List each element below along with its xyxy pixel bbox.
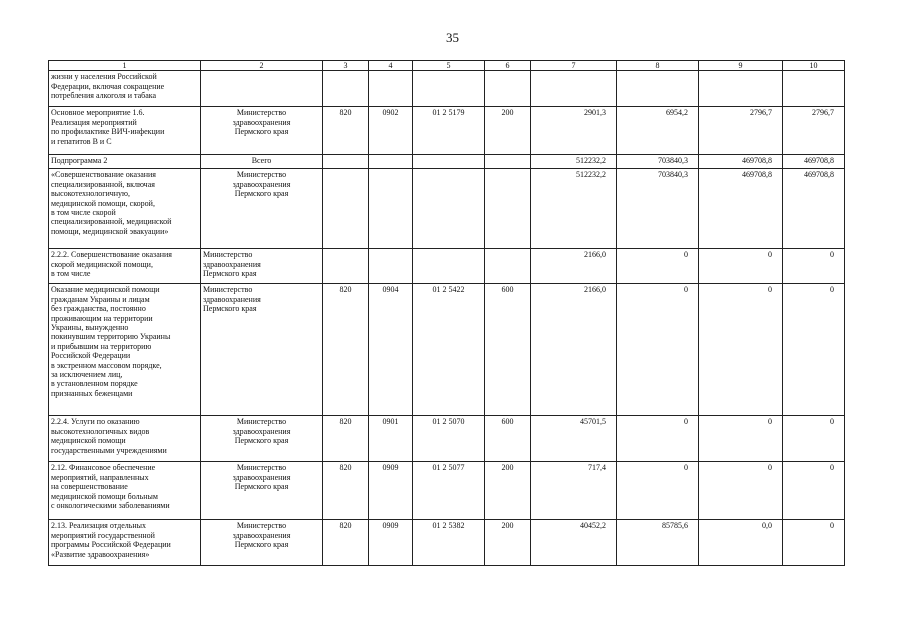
amount-cell: 0	[617, 462, 699, 520]
column-header: 6	[485, 61, 531, 71]
page-number: 35	[446, 30, 459, 45]
executor-cell: Министерство здравоохранения Пермского края	[201, 416, 323, 462]
amount-cell: 717,4	[531, 462, 617, 520]
amount-cell: 0	[699, 462, 783, 520]
amount-cell: 0	[699, 284, 783, 416]
column-header: 2	[201, 61, 323, 71]
amount-cell	[783, 71, 845, 107]
amount-cell: 703840,3	[617, 155, 699, 169]
executor-cell: Министерство здравоохранения Пермского края	[201, 249, 323, 284]
description-cell: «Совершенствование оказания специализированной, включая высокотехнологичную, медицинской помощи, скорой, в том числе скорой специализированной, медицинской помощи, медицинской эвакуации»	[49, 169, 201, 249]
amount-cell: 512232,2	[531, 155, 617, 169]
amount-cell: 40452,2	[531, 520, 617, 566]
budget-table	[48, 60, 845, 566]
section-code-cell	[369, 169, 413, 249]
amount-cell: 0	[699, 416, 783, 462]
amount-cell: 469708,8	[783, 155, 845, 169]
amount-cell: 512232,2	[531, 169, 617, 249]
ministry-code-cell: 820	[323, 462, 369, 520]
description-cell: Оказание медицинской помощи гражданам Украины и лицам без гражданства, постоянно проживающим на территории Украины, вынужденно покинувшим территорию Украины и прибывшим на территорию Российской Федерации в экстренном массовом порядке, за исключением лиц, в установленном порядке признанных беженцами	[49, 284, 201, 416]
target-item-cell	[413, 249, 485, 284]
amount-cell: 0	[783, 284, 845, 416]
amount-cell: 2796,7	[783, 107, 845, 155]
ministry-code-cell	[323, 169, 369, 249]
target-item-cell: 01 2 5070	[413, 416, 485, 462]
expense-type-cell: 200	[485, 107, 531, 155]
table-row	[49, 71, 845, 107]
section-code-cell	[369, 155, 413, 169]
expense-type-cell: 200	[485, 462, 531, 520]
description-cell: жизни у населения Российской Федерации, включая сокращение потребления алкоголя и табака	[49, 71, 201, 107]
table-row	[49, 155, 845, 169]
amount-cell: 2796,7	[699, 107, 783, 155]
expense-type-cell	[485, 71, 531, 107]
amount-cell: 469708,8	[699, 169, 783, 249]
amount-cell: 0	[617, 416, 699, 462]
amount-cell: 0	[783, 416, 845, 462]
section-code-cell	[369, 71, 413, 107]
amount-cell: 0	[617, 284, 699, 416]
amount-cell	[531, 71, 617, 107]
ministry-code-cell: 820	[323, 416, 369, 462]
amount-cell: 2901,3	[531, 107, 617, 155]
column-header: 3	[323, 61, 369, 71]
amount-cell: 0	[783, 462, 845, 520]
column-number-header-row	[49, 61, 845, 71]
ministry-code-cell	[323, 155, 369, 169]
expense-type-cell: 200	[485, 520, 531, 566]
column-header: 1	[49, 61, 201, 71]
amount-cell: 45701,5	[531, 416, 617, 462]
section-code-cell: 0901	[369, 416, 413, 462]
amount-cell: 703840,3	[617, 169, 699, 249]
ministry-code-cell: 820	[323, 520, 369, 566]
executor-cell: Министерство здравоохранения Пермского края	[201, 107, 323, 155]
ministry-code-cell	[323, 71, 369, 107]
description-cell: 2.12. Финансовое обеспечение мероприятий, направленных на совершенствование медицинской помощи больным с онкологическими заболеваниями	[49, 462, 201, 520]
description-cell: 2.2.4. Услуги по оказанию высокотехнологичных видов медицинской помощи государственными учреждениями	[49, 416, 201, 462]
section-code-cell	[369, 249, 413, 284]
executor-cell: Всего	[201, 155, 323, 169]
column-header: 8	[617, 61, 699, 71]
column-header: 9	[699, 61, 783, 71]
ministry-code-cell	[323, 249, 369, 284]
expense-type-cell	[485, 169, 531, 249]
column-header: 4	[369, 61, 413, 71]
amount-cell: 0	[783, 520, 845, 566]
table-row	[49, 284, 845, 416]
column-header: 7	[531, 61, 617, 71]
amount-cell: 6954,2	[617, 107, 699, 155]
amount-cell: 2166,0	[531, 249, 617, 284]
target-item-cell	[413, 155, 485, 169]
table-row	[49, 169, 845, 249]
table-row	[49, 249, 845, 284]
target-item-cell	[413, 71, 485, 107]
description-cell: Подпрограмма 2	[49, 155, 201, 169]
amount-cell	[699, 71, 783, 107]
amount-cell: 0	[699, 249, 783, 284]
table-row	[49, 416, 845, 462]
target-item-cell: 01 2 5179	[413, 107, 485, 155]
executor-cell: Министерство здравоохранения Пермского края	[201, 169, 323, 249]
section-code-cell: 0909	[369, 520, 413, 566]
description-cell: 2.2.2. Совершенствование оказания скорой медицинской помощи, в том числе	[49, 249, 201, 284]
executor-cell: Министерство здравоохранения Пермского края	[201, 462, 323, 520]
amount-cell: 2166,0	[531, 284, 617, 416]
ministry-code-cell: 820	[323, 284, 369, 416]
section-code-cell: 0909	[369, 462, 413, 520]
description-cell: Основное мероприятие 1.6. Реализация мероприятий по профилактике ВИЧ-инфекции и гепатитов В и С	[49, 107, 201, 155]
table-row	[49, 462, 845, 520]
amount-cell: 469708,8	[783, 169, 845, 249]
column-header: 10	[783, 61, 845, 71]
target-item-cell: 01 2 5382	[413, 520, 485, 566]
target-item-cell	[413, 169, 485, 249]
description-cell: 2.13. Реализация отдельных мероприятий государственной программы Российской Федерации «Развитие здравоохранения»	[49, 520, 201, 566]
executor-cell: Министерство здравоохранения Пермского края	[201, 284, 323, 416]
executor-cell	[201, 71, 323, 107]
amount-cell: 0	[783, 249, 845, 284]
column-header: 5	[413, 61, 485, 71]
target-item-cell: 01 2 5077	[413, 462, 485, 520]
section-code-cell: 0904	[369, 284, 413, 416]
amount-cell	[617, 71, 699, 107]
table-body	[49, 71, 845, 566]
section-code-cell: 0902	[369, 107, 413, 155]
expense-type-cell	[485, 249, 531, 284]
executor-cell: Министерство здравоохранения Пермского края	[201, 520, 323, 566]
amount-cell: 469708,8	[699, 155, 783, 169]
expense-type-cell: 600	[485, 416, 531, 462]
table-row	[49, 107, 845, 155]
ministry-code-cell: 820	[323, 107, 369, 155]
amount-cell: 0	[617, 249, 699, 284]
target-item-cell: 01 2 5422	[413, 284, 485, 416]
amount-cell: 0,0	[699, 520, 783, 566]
expense-type-cell	[485, 155, 531, 169]
table-row	[49, 520, 845, 566]
expense-type-cell: 600	[485, 284, 531, 416]
amount-cell: 85785,6	[617, 520, 699, 566]
